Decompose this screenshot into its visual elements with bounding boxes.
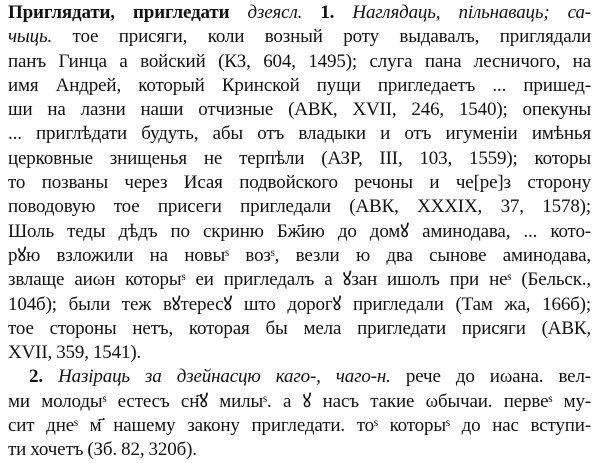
entry-line-1 [8, 1, 591, 25]
quote-line: ти хочетъ (Зб. 82, 320б). [8, 439, 197, 461]
headword: Приглядати, пригледати [8, 2, 230, 23]
quote-line: рече до иωана. вел- [390, 366, 591, 388]
quote-line: тое присяги, коли возный роту выдавалъ, приглядали [52, 26, 591, 48]
grammar-label: дзеясл. [247, 2, 303, 23]
quote-line: панъ Гинца а войский (КЗ, 604, 1495); слуга пана лесничого, на [8, 50, 591, 72]
quote-line: 104б); были теж вꙋтересꙋ што дорогꙋ пригледали (Там жа, 166б); [8, 293, 591, 315]
quote-line: XVII, 359, 1541). [8, 342, 142, 364]
dictionary-entry [8, 1, 591, 463]
quote-line: звлаще аиωн которыˢ еи пригледалъ а ꙋзан ишолъ при неˢ (Бельск., [8, 269, 591, 291]
quote-line: рꙋю взложили на новыˢ возˢ, везли ю два сынове аминодава, [8, 244, 591, 266]
quote-line: ... приглѣдати будуть, абы отъ владыки и отъ игуменіи имѣнья [8, 123, 591, 145]
quote-line: церковные знищенья не терпѣли (АЗР, III, 103, 1559); которы [8, 147, 591, 169]
sense-2-number: 2. [29, 366, 43, 388]
entry-line-2 [8, 25, 591, 49]
quote-line: тое стороны нетъ, которая бы мела пригледати присяги (АВК, [8, 317, 591, 339]
quote-line: ми молодыˢ естесъ сн҃ꙋ милыˢ. а ꙋ насъ такие ωбычаи. первеˢ му- [8, 390, 591, 412]
sense-1-definition-end: чыць. [8, 26, 53, 48]
quote-line: сит днеˢ м҃ нашему закону пригледати. тоˢ которыˢ до нас вступи- [8, 415, 591, 437]
quote-line: поводовую тое присеги пригледали (АВК, XXXIX, 37, 1578); [8, 196, 591, 218]
quote-line: Шоль теды дѣдъ по скриню Бж҃ию до домꙋ аминодава, ... кото- [8, 220, 591, 242]
quote-line: имя Андрей, который Кринской пущи пригледаетъ ... пришед- [8, 74, 591, 96]
entry-line-sense-2 [8, 365, 591, 389]
sense-1-number: 1. [320, 2, 335, 23]
quote-line: то позваны через Исая подвойского речоны и че[ре]з сторону [8, 172, 591, 194]
sense-1-definition: Наглядаць, пільнаваць; са- [352, 2, 591, 23]
quote-line: ши на лазни наши отчизные (АВК, XVII, 246, 1540); опекуны [8, 99, 591, 121]
sense-2-definition: Назіраць за дзейнасцю каго-, чаго-н. [58, 366, 391, 388]
